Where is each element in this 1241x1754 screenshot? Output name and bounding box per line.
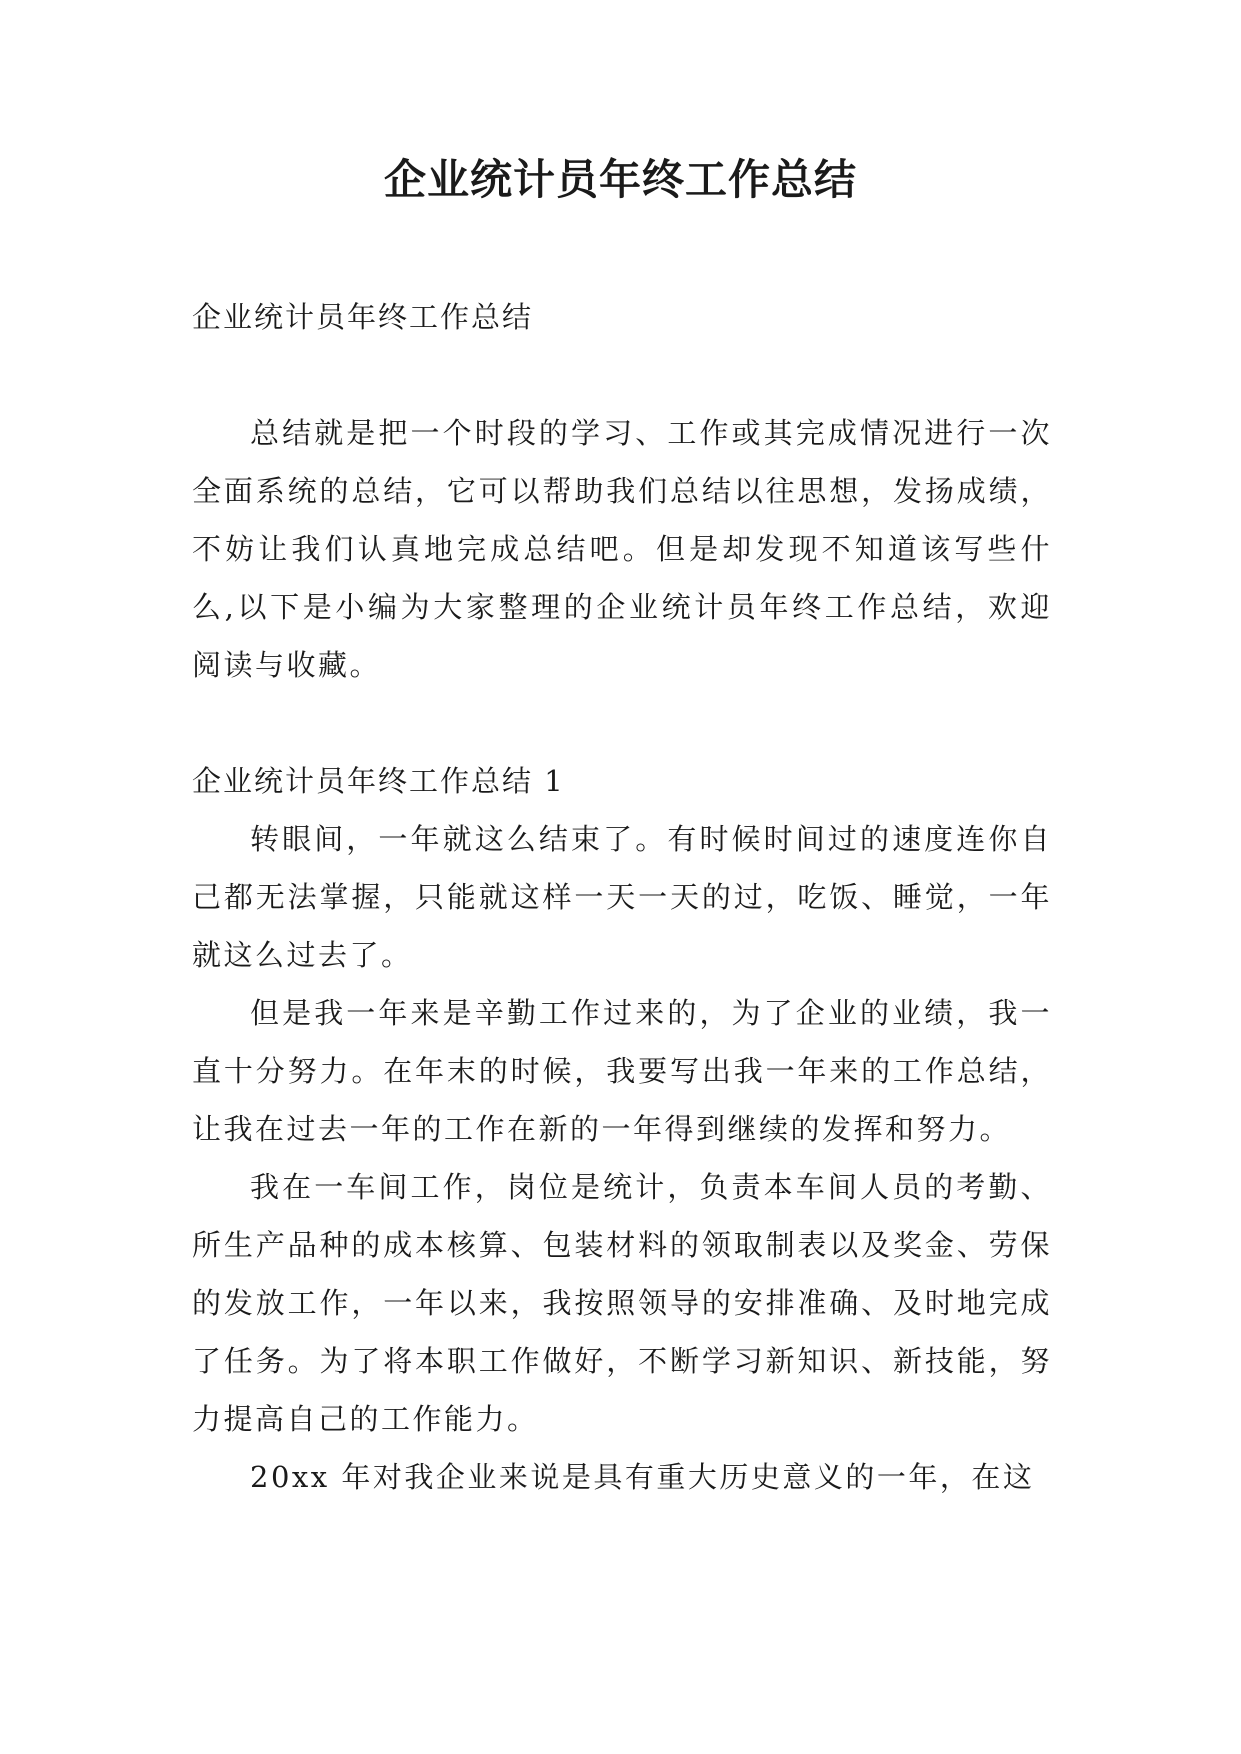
- body-paragraph: 转眼间，一年就这么结束了。有时候时间过的速度连你自己都无法掌握，只能就这样一天一天的过，吃饭、睡觉，一年就这么过去了。: [192, 822, 1052, 972]
- document-title: 企业统计员年终工作总结: [383, 155, 857, 204]
- body-paragraph: 20xx 年对我企业来说是具有重大历史意义的一年，在这: [250, 1460, 1035, 1494]
- body-paragraph: 但是我一年来是辛勤工作过来的，为了企业的业绩，我一直十分努力。在年末的时候，我要写出我一年来的工作总结，让我在过去一年的工作在新的一年得到继续的发挥和努力。: [192, 996, 1052, 1146]
- body-paragraph: 我在一车间工作，岗位是统计，负责本车间人员的考勤、所生产品种的成本核算、包装材料的领取制表以及奖金、劳保的发放工作，一年以来，我按照领导的安排准确、及时地完成了任务。为了将本职工作做好，不断学习新知识、新技能，努力提高自己的工作能力。: [192, 1170, 1052, 1436]
- intro-paragraph: 总结就是把一个时段的学习、工作或其完成情况进行一次全面系统的总结，它可以帮助我们总结以往思想，发扬成绩，不妨让我们认真地完成总结吧。但是却发现不知道该写些什么,以下是小编为大家整理的企业统计员年终工作总结，欢迎阅读与收藏。: [192, 416, 1052, 682]
- document-body: [192, 288, 1052, 1506]
- spacer: [192, 346, 1052, 404]
- document-subtitle: 企业统计员年终工作总结: [192, 300, 534, 334]
- spacer: [192, 694, 1052, 752]
- section-heading: 企业统计员年终工作总结 1: [192, 764, 565, 798]
